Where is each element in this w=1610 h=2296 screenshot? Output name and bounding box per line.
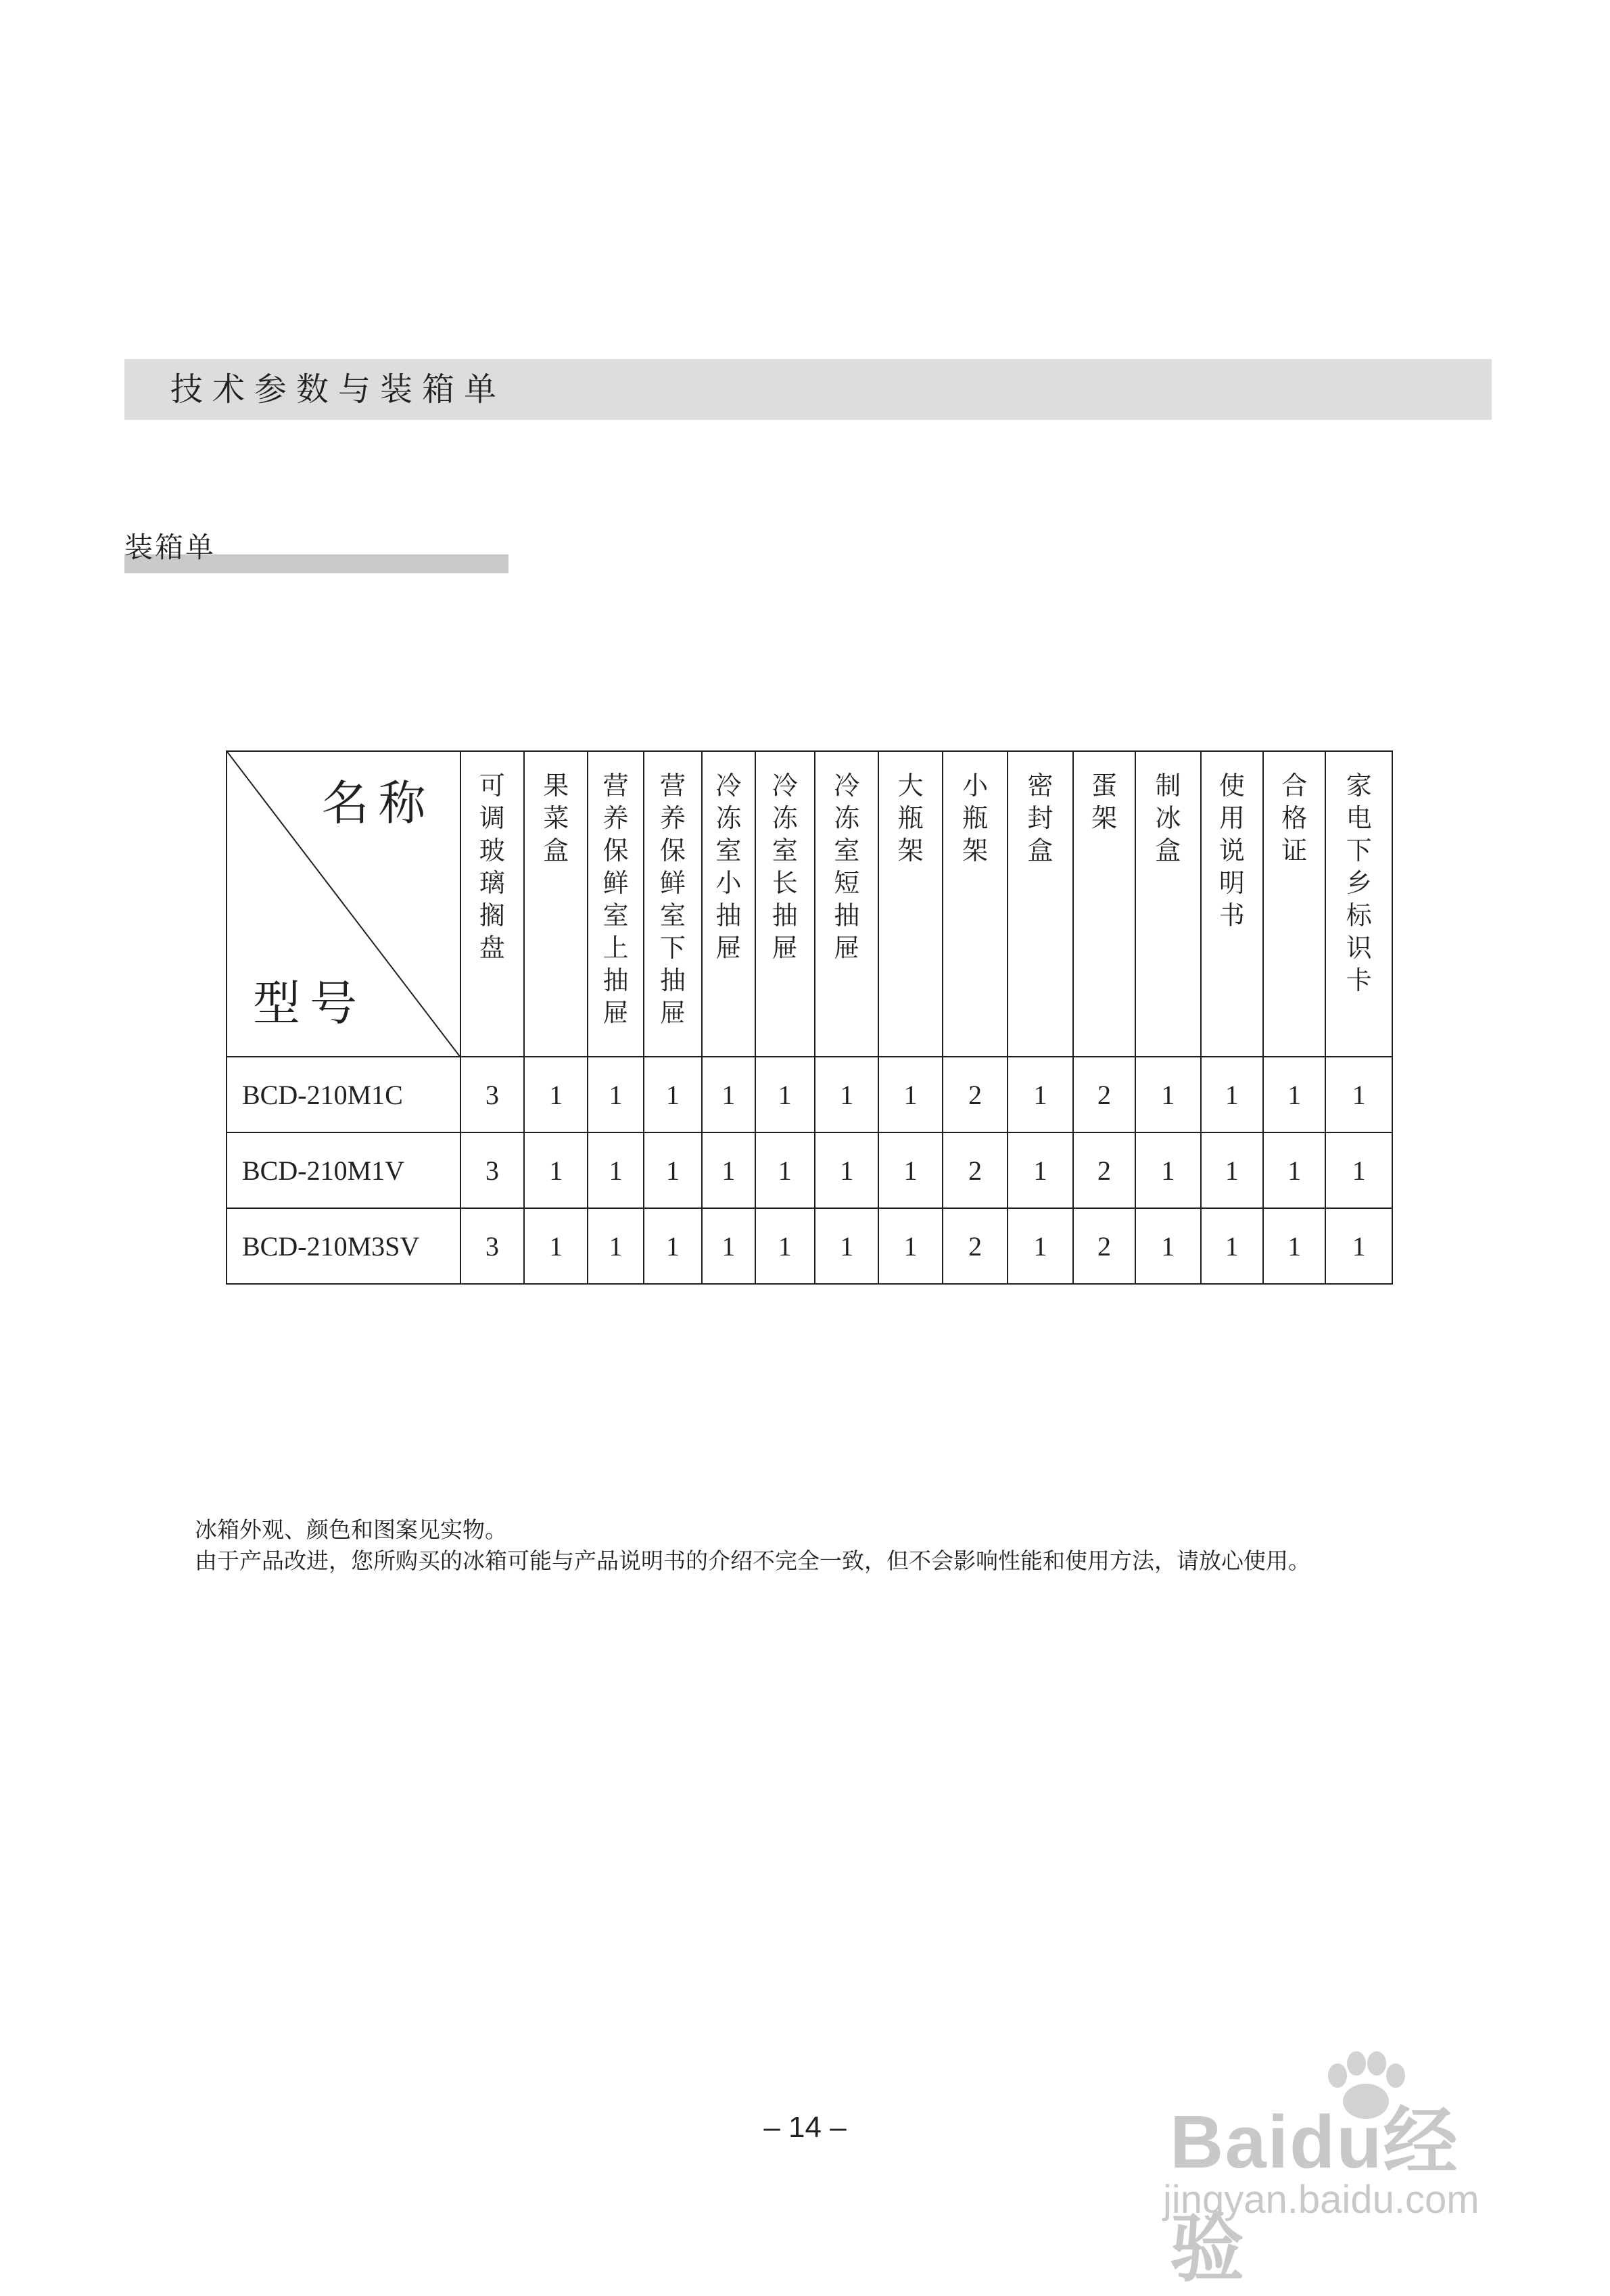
column-header-label: 冷 冻 室 小 抽 屉 [715,771,742,963]
column-header-label: 蛋 架 [1091,771,1117,833]
column-header [1008,751,1072,1057]
column-header-label: 冷 冻 室 短 抽 屉 [834,771,860,963]
quantity-cell: 1 [1263,1132,1325,1208]
table-header-row [227,751,1392,1057]
column-header-label: 小 瓶 架 [962,771,989,865]
quantity-cell: 1 [644,1057,702,1132]
quantity-cell: 1 [1201,1208,1263,1284]
quantity-cell: 1 [1135,1057,1200,1132]
quantity-cell: 1 [1135,1208,1200,1284]
column-header-label: 合 格 证 [1281,771,1308,865]
quantity-cell: 1 [1325,1208,1392,1284]
model-cell: BCD-210M3SV [227,1208,460,1284]
quantity-cell: 3 [460,1132,524,1208]
quantity-cell: 1 [1263,1057,1325,1132]
column-header [1073,751,1135,1057]
quantity-cell: 1 [1201,1057,1263,1132]
packing-list-table [226,750,1393,1285]
quantity-cell: 1 [878,1057,942,1132]
column-header-label: 家 电 下 乡 标 识 卡 [1346,771,1372,995]
column-header [1135,751,1200,1057]
quantity-cell: 1 [1008,1057,1072,1132]
quantity-cell: 3 [460,1208,524,1284]
quantity-cell: 1 [588,1208,643,1284]
quantity-cell: 1 [755,1132,815,1208]
column-header-label: 营 养 保 鲜 室 上 抽 屉 [602,771,629,1028]
watermark-brand: Baidu经验 [1170,2101,1459,2291]
quantity-cell: 1 [815,1057,878,1132]
quantity-cell: 2 [1073,1132,1135,1208]
column-header-label: 制 冰 盒 [1155,771,1181,865]
quantity-cell: 1 [1325,1132,1392,1208]
column-header-label: 可 调 玻 璃 搁 盘 [479,771,505,963]
note-product-improvement: 由于产品改进，您所购买的冰箱可能与产品说明书的介绍不完全一致，但不会影响性能和使用方法，请放心使用。 [195,1548,1310,1574]
quantity-cell: 1 [702,1057,755,1132]
quantity-cell: 1 [588,1057,643,1132]
model-cell: BCD-210M1C [227,1057,460,1132]
quantity-cell: 1 [878,1208,942,1284]
quantity-cell: 1 [1008,1208,1072,1284]
column-header [1201,751,1263,1057]
table-row [227,1057,1392,1132]
quantity-cell: 1 [1325,1057,1392,1132]
quantity-cell: 1 [644,1208,702,1284]
column-header [644,751,702,1057]
quantity-cell: 1 [755,1057,815,1132]
column-header [702,751,755,1057]
column-header-label: 果 菜 盒 [543,771,569,865]
column-header-label: 营 养 保 鲜 室 下 抽 屉 [660,771,686,1028]
section-title: 技术参数与装箱单 [170,370,506,408]
quantity-cell: 2 [1073,1057,1135,1132]
quantity-cell: 1 [755,1208,815,1284]
quantity-cell: 1 [1263,1208,1325,1284]
quantity-cell: 1 [1201,1132,1263,1208]
quantity-cell: 2 [943,1208,1008,1284]
column-header-label: 冷 冻 室 长 抽 屉 [772,771,798,963]
column-header [1263,751,1325,1057]
column-header-label: 大 瓶 架 [897,771,924,865]
quantity-cell: 1 [524,1057,588,1132]
column-header [524,751,588,1057]
quantity-cell: 1 [1135,1132,1200,1208]
page-number: – 14 – [763,2111,847,2144]
column-header [943,751,1008,1057]
header-model-label: 型号 [253,976,366,1031]
subsection-title: 装箱单 [124,531,216,564]
quantity-cell: 1 [815,1208,878,1284]
model-cell: BCD-210M1V [227,1132,460,1208]
baidu-watermark [1143,2042,1521,2291]
quantity-cell: 1 [702,1132,755,1208]
quantity-cell: 1 [524,1132,588,1208]
table-row [227,1132,1392,1208]
quantity-cell: 1 [524,1208,588,1284]
quantity-cell: 1 [1008,1132,1072,1208]
quantity-cell: 1 [644,1132,702,1208]
quantity-cell: 1 [588,1132,643,1208]
header-name-label: 名称 [321,775,435,831]
column-header [755,751,815,1057]
quantity-cell: 3 [460,1057,524,1132]
quantity-cell: 1 [815,1132,878,1208]
quantity-cell: 2 [943,1132,1008,1208]
table-corner-cell [227,751,460,1057]
column-header [1325,751,1392,1057]
table-row [227,1208,1392,1284]
quantity-cell: 2 [1073,1208,1135,1284]
quantity-cell: 2 [943,1057,1008,1132]
column-header [815,751,878,1057]
note-appearance: 冰箱外观、颜色和图案见实物。 [195,1516,507,1543]
column-header [878,751,942,1057]
watermark-url: jingyan.baidu.com [1163,2178,1479,2222]
quantity-cell: 1 [702,1208,755,1284]
quantity-cell: 1 [878,1132,942,1208]
column-header-label: 使 用 说 明 书 [1218,771,1245,930]
column-header-label: 密 封 盒 [1027,771,1053,865]
column-header [588,751,643,1057]
column-header [460,751,524,1057]
